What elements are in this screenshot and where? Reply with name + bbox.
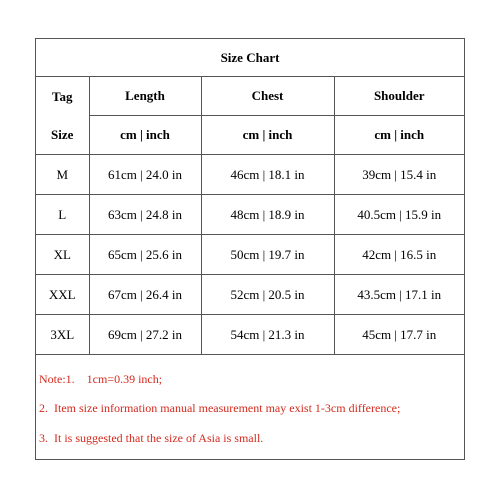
table-row [36,275,464,315]
length-cell: 69cm | 27.2 in [89,315,201,355]
size-cell: 3XL [36,315,89,355]
shoulder-cell: 40.5cm | 15.9 in [334,195,464,235]
length-cell: 61cm | 24.0 in [89,155,201,195]
chest-cell: 48cm | 18.9 in [201,195,334,235]
size-chart-frame [35,38,465,460]
size-cell: XXL [36,275,89,315]
shoulder-cell: 42cm | 16.5 in [334,235,464,275]
shoulder-cell: 45cm | 17.7 in [334,315,464,355]
chest-header: Chest [201,77,334,116]
note-1: Note:1. 1cm=0.39 inch; [39,372,163,386]
notes-section [36,356,464,459]
shoulder-cell: 43.5cm | 17.1 in [334,275,464,315]
chart-title: Size Chart [36,39,464,77]
shoulder-unit: cm | inch [334,116,464,155]
chest-cell: 54cm | 21.3 in [201,315,334,355]
note-3: 3. It is suggested that the size of Asia is small. [39,431,264,445]
table-row [36,315,464,355]
length-cell: 67cm | 26.4 in [89,275,201,315]
length-cell: 63cm | 24.8 in [89,195,201,235]
chest-cell: 46cm | 18.1 in [201,155,334,195]
note-2: 2. Item size information manual measurement may exist 1-3cm difference; [39,401,401,415]
shoulder-cell: 39cm | 15.4 in [334,155,464,195]
length-header: Length [89,77,201,116]
chest-cell: 50cm | 19.7 in [201,235,334,275]
table-row [36,195,464,235]
length-unit: cm | inch [89,116,201,155]
shoulder-header: Shoulder [334,77,464,116]
table-row [36,235,464,275]
size-cell: L [36,195,89,235]
chest-unit: cm | inch [201,116,334,155]
tag-size-header [36,77,89,155]
size-cell: M [36,155,89,195]
table-row [36,155,464,195]
tag-header-line1: Tag [52,88,73,104]
length-cell: 65cm | 25.6 in [89,235,201,275]
size-chart-table [36,39,464,355]
chest-cell: 52cm | 20.5 in [201,275,334,315]
size-cell: XL [36,235,89,275]
tag-header-line2: Size [51,126,74,142]
